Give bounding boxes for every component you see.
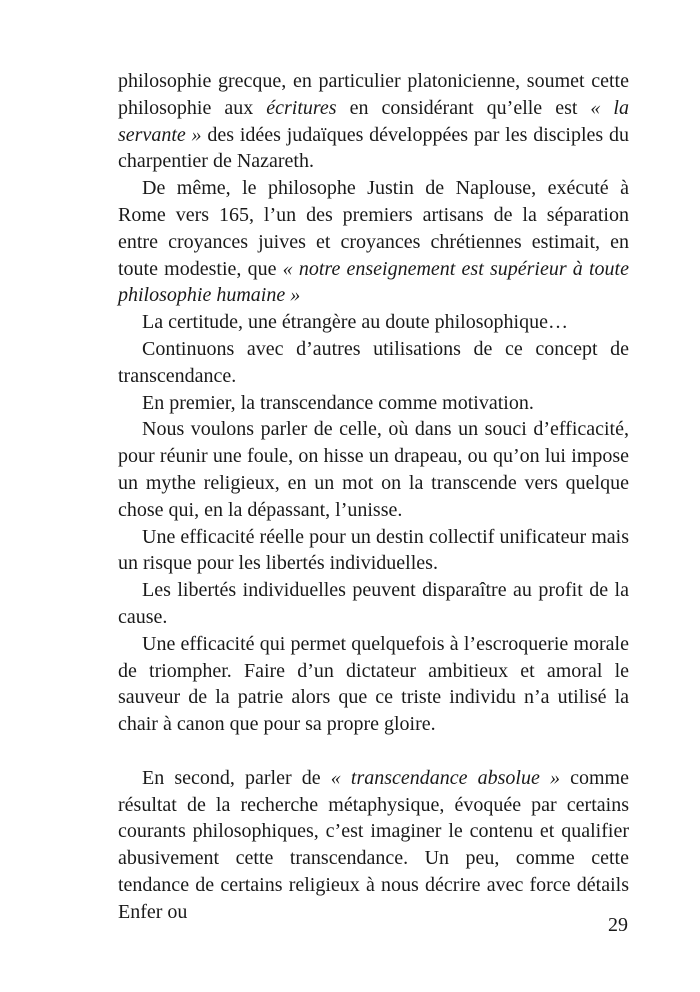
paragraph: Une efficacité qui permet quelquefois à l’escroquerie morale de triompher. Faire d’un dictateur ambitieux et amoral le sauveur de la patrie alors que ce triste individu n’a utilisé la chair à canon que pour sa propre gloire.: [118, 632, 629, 736]
italic-text: « transcendance absolue »: [330, 766, 560, 789]
paragraph: Continuons avec d’autres utilisations de ce concept de transcendance.: [118, 337, 629, 387]
page-number: 29: [608, 914, 628, 936]
italic-text: « notre enseignement est supérieur à toute philosophie humaine »: [118, 257, 629, 307]
body-text: [118, 68, 629, 926]
paragraph: philosophie grecque, en particulier platonicienne, soumet cette philosophie aux écritures en considérant qu’elle est « la servante » des idées judaïques développées par les disciples du charpentier de Nazareth.: [118, 70, 629, 173]
paragraph: Une efficacité réelle pour un destin collectif unificateur mais un risque pour les libertés individuelles.: [118, 525, 629, 575]
paragraph: Les libertés individuelles peuvent disparaître au profit de la cause.: [118, 579, 629, 628]
italic-text: écritures: [266, 96, 337, 119]
paragraph: En second, parler de « transcendance absolue » comme résultat de la recherche métaphysique, évoquée par certains courants philosophiques, c’est imaginer le contenu et qualifier abusivement cette transcendance. Un peu, comme cette tendance de certains religieux à nous décrire avec force détails Enfer ou: [118, 766, 629, 923]
paragraph: Nous voulons parler de celle, où dans un souci d’efficacité, pour réunir une foule, on hisse un drapeau, ou qu’on lui impose un mythe religieux, en un mot on la transcende vers quelque chose qui, en la dépassant, l’unisse.: [118, 418, 629, 521]
paragraph: De même, le philosophe Justin de Naplouse, exécuté à Rome vers 165, l’un des premiers artisans de la séparation entre croyances juives et croyances chrétiennes estimait, en toute modestie, que « notre enseignement est supérieur à toute philosophie humaine »: [118, 177, 629, 307]
paragraph: En premier, la transcendance comme motivation.: [142, 391, 534, 414]
italic-text: « la servante »: [118, 96, 629, 146]
paragraph: La certitude, une étrangère au doute philosophique…: [142, 311, 568, 334]
